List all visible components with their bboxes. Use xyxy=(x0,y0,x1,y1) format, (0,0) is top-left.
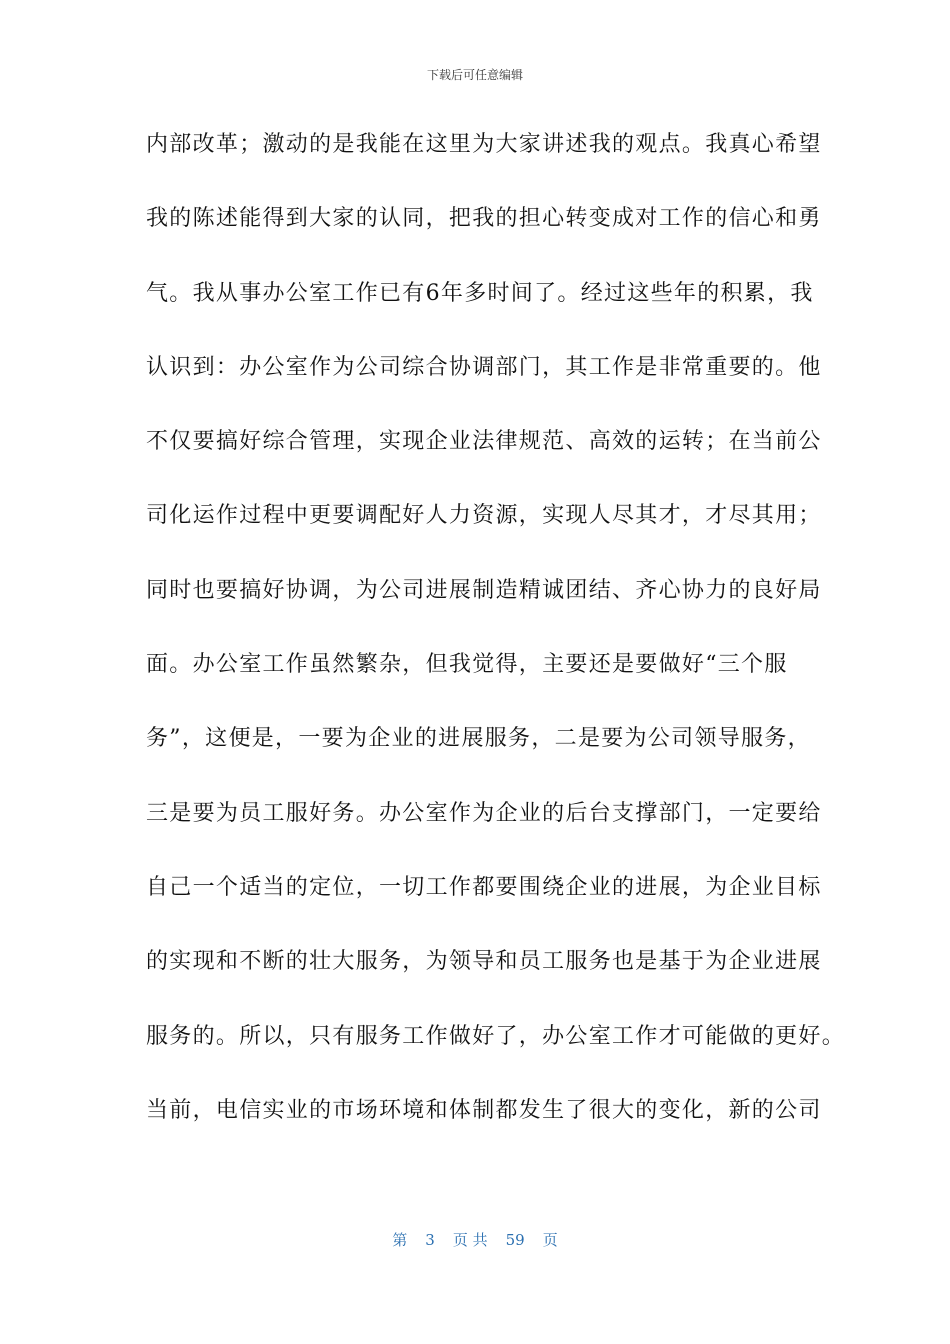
text-line: 内部改革；激动的是我能在这里为大家讲述我的观点。我真心希望 xyxy=(146,132,822,157)
page-footer xyxy=(0,1229,950,1250)
text-line: 我的陈述能得到大家的认同，把我的担心转变成对工作的信心和勇 xyxy=(146,206,822,232)
text-line: 不仅要搞好综合管理，实现企业法律规范、高效的运转；在当前公 xyxy=(146,429,822,455)
text-line: 三是要为员工服好务。办公室作为企业的后台支撑部门，一定要给 xyxy=(146,800,822,826)
page-header: 下载后可任意编辑 xyxy=(426,68,523,82)
total-pages-number: 59 xyxy=(505,1231,525,1249)
text-line: 当前，电信实业的市场环境和体制都发生了很大的变化，新的公司 xyxy=(146,1097,822,1123)
footer-prefix: 第 xyxy=(392,1231,408,1249)
text-line: 自己一个适当的定位，一切工作都要围绕企业的进展，为企业目标 xyxy=(146,874,822,900)
footer-suffix: 页 xyxy=(542,1231,558,1249)
current-page-number: 3 xyxy=(425,1231,435,1249)
footer-middle: 页 共 xyxy=(452,1231,488,1249)
document-body xyxy=(146,126,846,1166)
text-line: 面。办公室工作虽然繁杂，但我觉得，主要还是要做好“三个服 xyxy=(146,652,788,678)
text-line: 务”，这便是，一要为企业的进展服务，二是要为公司领导服务， xyxy=(146,726,811,752)
text-line: 同时也要搞好协调，为公司进展制造精诚团结、齐心协力的良好局 xyxy=(146,577,822,603)
text-line: 认识到：办公室作为公司综合协调部门，其工作是非常重要的。他 xyxy=(146,354,822,380)
text-line: 司化运作过程中更要调配好人力资源，实现人尽其才，才尽其用； xyxy=(146,503,822,529)
text-line: 的实现和不断的壮大服务，为领导和员工服务也是基于为企业进展 xyxy=(146,949,822,975)
text-line: 服务的。所以，只有服务工作做好了，办公室工作才可能做的更好。 xyxy=(146,1023,846,1049)
text-line: 气。我从事办公室工作已有6年多时间了。经过这些年的积累，我 xyxy=(146,280,814,306)
